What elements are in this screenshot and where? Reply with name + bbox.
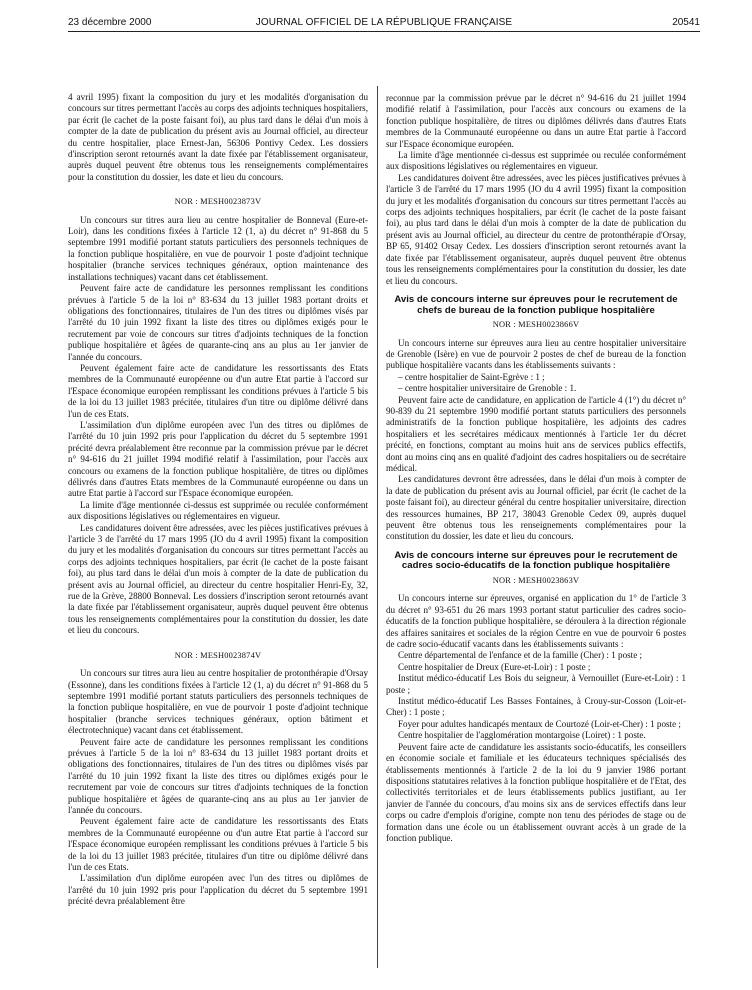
column-divider — [377, 86, 378, 968]
list-item: Foyer pour adultes handicapés mentaux de Courtozé (Loir-et-Cher) : 1 poste ; — [398, 718, 681, 729]
paragraph: Peuvent faire acte de candidature les personnes remplissant les conditions prévues à l'article 5 de la loi n° 83-634 du 13 juillet 1983 portant droits et obligations des fonctionnaires, titulaires de l'un des titres ou diplômes visés par l'arrêté du 10 juin 1992 fixant la liste des titres ou diplômes exigés pour le recrutement par voie de concours sur titres d'adjoints techniques de la fonction publique hospitalière et âgées de quarante-cinq ans au plus au 1er janvier de l'année du concours. — [68, 283, 368, 362]
page-header — [68, 17, 700, 31]
header-page-number: 20541 — [672, 17, 700, 28]
paragraph: Peuvent faire acte de candidature, en application de l'article 4 (1°) du décret n° 90-839 du 21 septembre 1990 modifié portant statuts particuliers des personnels administratifs de la fonction publique hospitalière, les adjoints des cadres hospitaliers et les secrétaires médicaux mentionnés à l'article 1er du décret précité, en fonctions, comptant au moins huit ans de services publics effectifs, dont au moins cinq ans en qualité d'adjoint des cadres hospitaliers ou de secrétaire médical. — [386, 394, 686, 473]
header-rule — [68, 31, 700, 32]
paragraph: Peuvent également faire acte de candidature les ressortissants des Etats membres de la Communauté européenne ou d'un autre Etat partie à l'accord sur l'Espace économique européen remplissant les conditions prévues à l'article 5 bis de la loi du 13 juillet 1983 précitée, titulaires d'un titre ou diplôme délivré dans l'un de ces Etats. — [68, 816, 368, 872]
list-item: – centre hospitalier de Saint-Egrève : 1 ; — [398, 371, 545, 382]
paragraph: La limite d'âge mentionnée ci-dessus est supprimée ou reculée conformément aux dispositions législatives ou réglementaires en vigueur. — [68, 499, 368, 522]
header-journal-title: JOURNAL OFFICIEL DE LA RÉPUBLIQUE FRANÇAISE — [255, 17, 513, 28]
paragraph: Un concours interne sur épreuves aura lieu au centre hospitalier universitaire de Grenoble (Isère) en vue de pourvoir 2 postes de chef de bureau de la fonction publique hospitalière vacants dans les établissements suivants : — [386, 337, 686, 371]
paragraph: Les candidatures doivent être adressées, avec les pièces justificatives prévues à l'article 3 de l'arrêté du 17 mars 1995 (JO du 4 avril 1995) fixant la composition du jury et les modalités d'organisation du concours sur titres permettant l'accès au corps des adjoints techniques hospitaliers, par écrit (le cachet de la poste faisant foi), au plus tard dans le délai d'un mois à compter de la date de publication du présent avis au Journal officiel, au directeur du centre hospitalier Henri-Ey, 32, rue de la Grève, 28800 Bonneval. Les dossiers d'inscription seront retournés avant la date fixée par l'établissement organisateur, auprès duquel peuvent être obtenus tous les renseignements complémentaires pour la constitution du dossier, les date et lieu du concours. — [68, 522, 368, 636]
notice-heading: Avis de concours interne sur épreuves pour le recrutement de chefs de bureau de la fonction publique hospitalière — [394, 293, 678, 316]
paragraph: L'assimilation d'un diplôme européen avec l'un des titres ou diplômes de l'arrêté du 10 juin 1992 pris pour l'application du décret du 5 septembre 1991 précité devra préalablement être — [68, 873, 368, 907]
paragraph: L'assimilation d'un diplôme européen avec l'un des titres ou diplômes de l'arrêté du 10 juin 1992 pris pour l'application du décret du 5 septembre 1991 précité devra préalablement être reconnue par la commission prévue par le décret n° 94-616 du 21 juillet 1994 modifié relatif à l'assimilation, pour l'accès aux concours ou examens de la fonction publique hospitalière, de titres ou diplômes délivrés dans d'autres Etats membres de la Communauté européenne ou dans un autre Etat partie à l'accord sur l'Espace économique européen. — [68, 419, 368, 499]
list-item: Centre départemental de l'enfance et de la famille (Cher) : 1 poste ; — [398, 650, 643, 661]
list-item: Centre hospitalier de Dreux (Eure-et-Loir) : 1 poste ; — [398, 661, 591, 672]
paragraph: Un concours sur titres aura lieu au centre hospitalier de Bonneval (Eure-et-Loir), dans les conditions fixées à l'article 12 (1, a) du décret n° 91-868 du 5 septembre 1991 modifié portant statuts particuliers des personnels techniques de la fonction publique hospitalière, en vue de pourvoir 1 poste d'adjoint technique hospitalier (branche services techniques généraux, option maintenance des installations techniques) vacant dans cet établissement. — [68, 214, 368, 282]
paragraph: Peuvent faire acte de candidature les assistants socio-éducatifs, les conseillers en économie sociale et familiale et les éducateurs techniques spécialisés des établissements mentionnés à l'article 2 de la loi du 9 janvier 1986 portant dispositions statutaires relatives à la fonction publique hospitalière et de l'Etat, des collectivités territoriales et de leurs établissements publics justifiant, au 1er janvier de l'année du concours, d'au moins six ans de services effectifs dans leur corps ou cadre d'emplois d'origine, compte non tenu des périodes de stage ou de formation dans une école ou un établissement ouvrant accès à un grade de la fonction publique. — [386, 741, 686, 843]
paragraph: 4 avril 1995) fixant la composition du jury et les modalités d'organisation du concours sur titres permettant l'accès au corps des adjoints techniques hospitaliers, par écrit (le cachet de la poste faisant foi), au plus tard dans le délai d'un mois à compter de la date de publication du présent avis au Journal officiel, au directeur du centre hospitalier, place Ernest-Jan, 56306 Pontivy Cedex. Les dossiers d'inscription seront retournés avant la date fixée par l'établissement organisateur, auprès duquel peuvent être obtenus tous les renseignements complémentaires pour la constitution du dossier, les date et lieu du concours. — [68, 92, 368, 182]
paragraph: Un concours interne sur épreuves, organisé en application du 1° de l'article 3 du décret n° 93-651 du 26 mars 1993 portant statut particulier des cadres socio-éducatifs de la fonction publique hospitalière, se déroulera à la direction régionale des affaires sanitaires et sociales de la région Centre en vue de pourvoir 6 postes de cadre socio-éducatif vacants dans les établissements suivants : — [386, 593, 686, 650]
notice-heading: Avis de concours interne sur épreuves pour le recrutement de cadres socio-éducatifs de la fonction publique hospitalière — [394, 549, 678, 572]
right-column — [386, 93, 686, 983]
list-item: Centre hospitalier de l'agglomération montargoise (Loiret) : 1 poste. — [398, 730, 646, 741]
paragraph: La limite d'âge mentionnée ci-dessus est supprimée ou reculée conformément aux dispositions législatives ou réglementaires en vigueur. — [386, 150, 686, 172]
list-item: – centre hospitalier universitaire de Grenoble : 1. — [398, 383, 577, 394]
nor-reference: NOR : MESH0023874V — [174, 650, 262, 660]
left-column — [68, 92, 368, 982]
paragraph: Les candidatures devront être adressées, dans le délai d'un mois à compter de la date de publication du présent avis au Journal officiel, par écrit (le cachet de la poste faisant foi), au directeur général du centre hospitalier universitaire, direction des ressources humaines, BP 217, 38043 Grenoble Cedex 09, auprès duquel peuvent être obtenus tous les renseignements complémentaires pour la constitution du dossier, les date et lieu du concours. — [386, 474, 686, 542]
paragraph: reconnue par la commission prévue par le décret n° 94-616 du 21 juillet 1994 modifié relatif à l'assimilation, pour l'accès aux concours ou examens de la fonction publique hospitalière, de titres ou diplômes délivrés dans d'autres Etats membres de la Communauté européenne ou dans un autre Etat partie à l'accord sur l'Espace économique européen. — [386, 93, 686, 149]
paragraph: Un concours sur titres aura lieu au centre hospitalier de protonthérapie d'Orsay (Essonne), dans les conditions fixées à l'article 12 (1, a) du décret n° 91-868 du 5 septembre 1991 modifié portant statuts particuliers des personnels techniques de la fonction publique hospitalière, en vue de pourvoir 1 poste d'adjoint technique hospitalier (branche services techniques généraux, option bâtiment et électrotechnique) vacant dans cet établissement. — [68, 668, 368, 736]
header-date: 23 décembre 2000 — [68, 17, 152, 28]
nor-reference: NOR : MESH0023863V — [492, 576, 580, 585]
list-item: Institut médico-éducatif Les Basses Fontaines, à Crouy-sur-Cosson (Loir-et-Cher) : 1 poste ; — [386, 696, 686, 718]
nor-reference: NOR : MESH0023873V — [174, 197, 262, 207]
paragraph: Les candidatures doivent être adressées, avec les pièces justificatives prévues à l'article 3 de l'arrêté du 17 mars 1995 (JO du 4 avril 1995) fixant la composition du jury et les modalités d'organisation du concours sur titres permettant l'accès au corps des adjoints techniques hospitaliers, par écrit (le cachet de la poste faisant foi), au plus tard dans le délai d'un mois à compter de la date de publication du présent avis au Journal officiel, au directeur du centre de protonthérapie d'Orsay, BP 65, 91402 Orsay Cedex. Les dossiers d'inscription seront retournés avant la date fixée par l'établissement organisateur, auprès duquel peuvent être obtenus tous les renseignements complémentaires pour la constitution du dossier, les date et lieu du concours. — [386, 172, 686, 286]
paragraph: Peuvent également faire acte de candidature les ressortissants des Etats membres de la Communauté européenne ou d'un autre Etat partie à l'accord sur l'Espace économique européen remplissant les conditions prévues à l'article 5 bis de la loi du 13 juillet 1983 précitée, titulaires d'un titre ou diplôme délivré dans l'un de ces Etats. — [68, 362, 368, 419]
list-item: Institut médico-éducatif Les Bois du seigneur, à Vernouillet (Eure-et-Loir) : 1 poste ; — [386, 673, 686, 695]
paragraph: Peuvent faire acte de candidature les personnes remplissant les conditions prévues à l'article 5 de la loi n° 83-634 du 13 juillet 1983 portant droits et obligations des fonctionnaires, titulaires de l'un des titres ou diplômes visés par l'arrêté du 10 juin 1992 fixant la liste des titres ou diplômes exigés pour le recrutement par voie de concours sur titres d'adjoints techniques de la fonction publique hospitalière et âgées de quarante-cinq ans au plus au 1er janvier de l'année du concours. — [68, 736, 368, 815]
nor-reference: NOR : MESH0023866V — [492, 320, 580, 330]
